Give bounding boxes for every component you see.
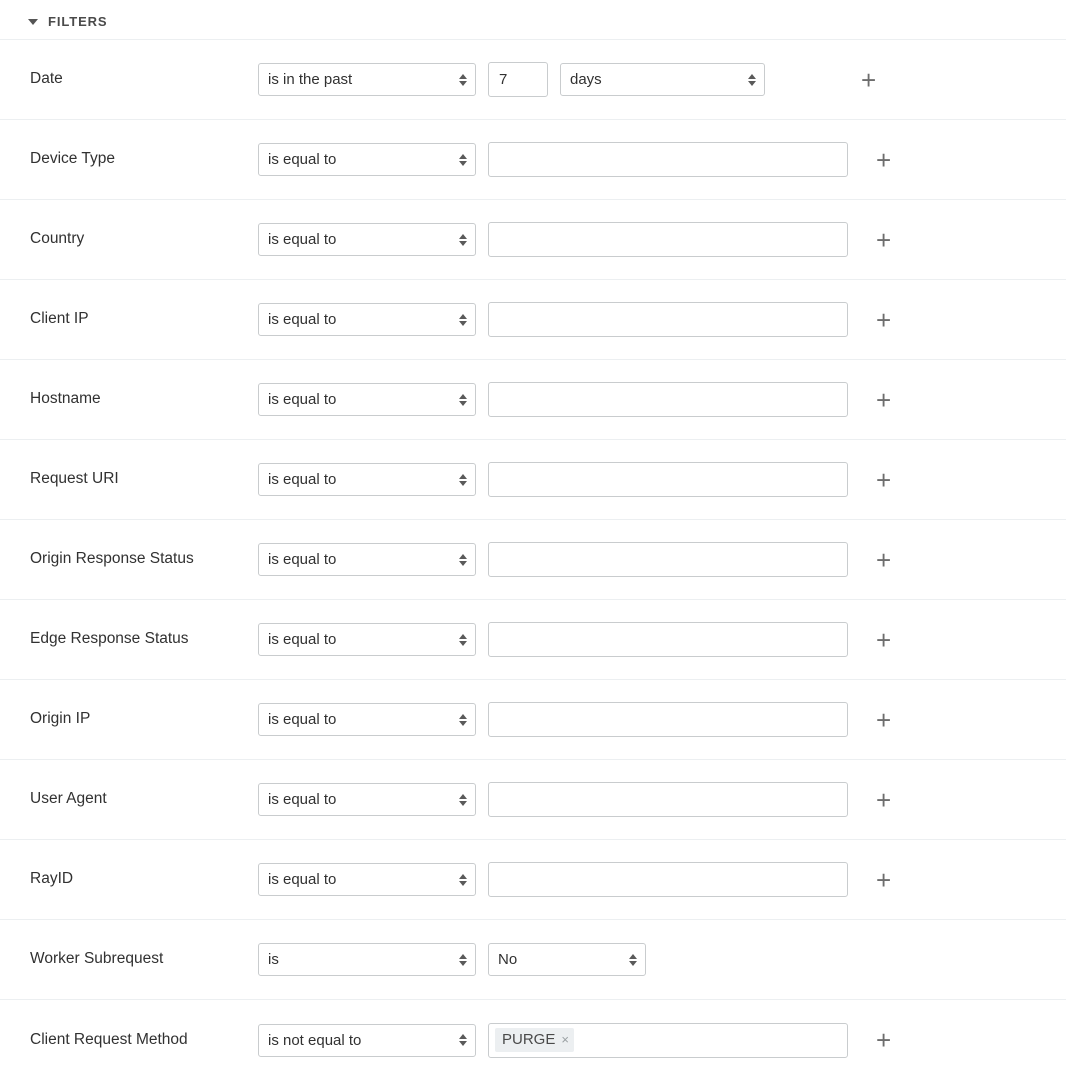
boolean-value-select-wrap bbox=[488, 943, 646, 976]
filter-row-hostname bbox=[0, 360, 1066, 440]
date-unit-select[interactable] bbox=[560, 63, 765, 96]
add-filter-button[interactable]: + bbox=[876, 384, 892, 415]
add-filter-button[interactable]: + bbox=[876, 544, 892, 575]
filter-label: RayID bbox=[30, 870, 74, 888]
operator-select[interactable] bbox=[258, 623, 476, 656]
add-filter-button[interactable]: + bbox=[861, 64, 877, 95]
filter-value-input[interactable] bbox=[488, 382, 848, 417]
operator-select[interactable] bbox=[258, 543, 476, 576]
filter-label: Origin Response Status bbox=[30, 550, 194, 568]
filter-value-input[interactable] bbox=[488, 302, 848, 337]
filter-row-origin-ip bbox=[0, 680, 1066, 760]
operator-select[interactable] bbox=[258, 783, 476, 816]
filters-header[interactable] bbox=[0, 0, 1066, 40]
add-filter-button[interactable]: + bbox=[876, 224, 892, 255]
filter-row-origin-response-status bbox=[0, 520, 1066, 600]
filter-label: Client Request Method bbox=[30, 1030, 188, 1048]
operator-select-wrap bbox=[258, 703, 476, 736]
filter-label: Client IP bbox=[30, 310, 89, 328]
filter-value-input[interactable] bbox=[488, 862, 848, 897]
operator-select-wrap bbox=[258, 863, 476, 896]
operator-select-wrap bbox=[258, 63, 476, 96]
filter-label: Worker Subrequest bbox=[30, 950, 164, 968]
filter-row-request-uri bbox=[0, 440, 1066, 520]
filter-value-input[interactable] bbox=[488, 622, 848, 657]
remove-chip-icon[interactable]: × bbox=[561, 1032, 569, 1047]
filter-row-client-ip bbox=[0, 280, 1066, 360]
add-filter-button[interactable]: + bbox=[876, 144, 892, 175]
filter-row-device-type bbox=[0, 120, 1066, 200]
operator-select[interactable] bbox=[258, 463, 476, 496]
caret-down-icon[interactable] bbox=[28, 19, 38, 25]
filter-label: Device Type bbox=[30, 150, 116, 168]
operator-select-wrap bbox=[258, 383, 476, 416]
boolean-value-select[interactable] bbox=[488, 943, 646, 976]
add-filter-button[interactable]: + bbox=[876, 304, 892, 335]
operator-select[interactable] bbox=[258, 863, 476, 896]
operator-select-wrap bbox=[258, 623, 476, 656]
operator-select-wrap bbox=[258, 543, 476, 576]
filter-value-token-input[interactable] bbox=[488, 1023, 848, 1058]
filter-row-rayid bbox=[0, 840, 1066, 920]
filter-row-worker-subrequest bbox=[0, 920, 1066, 1000]
filter-label: Hostname bbox=[30, 390, 101, 408]
filter-row-edge-response-status bbox=[0, 600, 1066, 680]
add-filter-button[interactable]: + bbox=[876, 624, 892, 655]
operator-select[interactable] bbox=[258, 223, 476, 256]
value-chip-label: PURGE bbox=[502, 1031, 556, 1048]
filter-row-client-request-method bbox=[0, 1000, 1066, 1080]
operator-select-wrap bbox=[258, 223, 476, 256]
filter-row-country bbox=[0, 200, 1066, 280]
filter-label: User Agent bbox=[30, 790, 107, 808]
add-filter-button[interactable]: + bbox=[876, 784, 892, 815]
operator-select-wrap bbox=[258, 143, 476, 176]
filter-value-input[interactable] bbox=[488, 142, 848, 177]
filter-label: Request URI bbox=[30, 470, 119, 488]
filter-value-input[interactable] bbox=[488, 782, 848, 817]
filter-value-input[interactable] bbox=[488, 702, 848, 737]
date-unit-select-wrap bbox=[560, 63, 765, 96]
filter-row-user-agent bbox=[0, 760, 1066, 840]
add-filter-button[interactable]: + bbox=[876, 1025, 892, 1055]
filter-value-input[interactable] bbox=[488, 222, 848, 257]
date-number-input[interactable] bbox=[488, 62, 548, 97]
filter-label: Origin IP bbox=[30, 710, 91, 728]
operator-select-wrap bbox=[258, 463, 476, 496]
filter-label: Country bbox=[30, 230, 85, 248]
add-filter-button[interactable]: + bbox=[876, 464, 892, 495]
add-filter-button[interactable]: + bbox=[876, 704, 892, 735]
filter-value-input[interactable] bbox=[488, 462, 848, 497]
filter-value-input[interactable] bbox=[488, 542, 848, 577]
operator-select[interactable] bbox=[258, 383, 476, 416]
operator-select[interactable] bbox=[258, 703, 476, 736]
operator-select-wrap bbox=[258, 943, 476, 976]
filter-label: Date bbox=[30, 70, 63, 88]
operator-select[interactable] bbox=[258, 143, 476, 176]
filter-label: Edge Response Status bbox=[30, 630, 189, 648]
operator-select-wrap bbox=[258, 783, 476, 816]
add-filter-button[interactable]: + bbox=[876, 864, 892, 895]
filters-title: FILTERS bbox=[48, 14, 108, 29]
operator-select[interactable] bbox=[258, 63, 476, 96]
operator-select[interactable] bbox=[258, 303, 476, 336]
operator-select[interactable] bbox=[258, 943, 476, 976]
filter-row-date bbox=[0, 40, 1066, 120]
value-chip bbox=[495, 1028, 574, 1052]
operator-select-wrap bbox=[258, 303, 476, 336]
